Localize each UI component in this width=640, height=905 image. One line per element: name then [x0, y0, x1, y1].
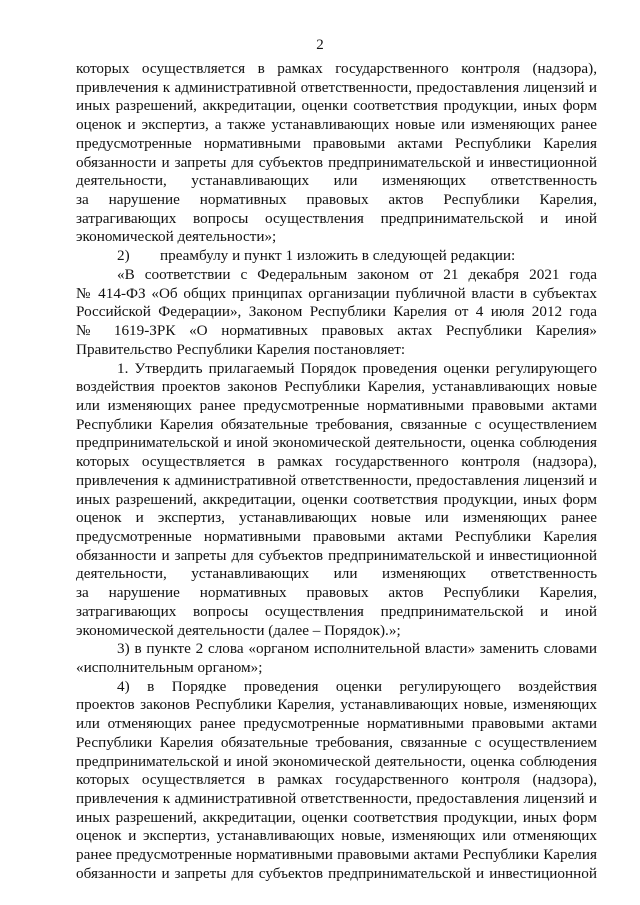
text-line: затрагивающих вопросы осуществления предпринимательской и иной [76, 602, 597, 620]
text-line: «исполнительным органом»; [76, 659, 263, 676]
text-line: деятельности, устанавливающих или изменяющих ответственность [76, 172, 597, 190]
text-line: оценок и экспертиз, устанавливающих новые, изменяющих или отменяющих [76, 827, 597, 845]
text-line: привлечения к административной ответственности, предоставления лицензий и [76, 790, 597, 808]
text-line: Правительство Республики Карелия постановляет: [76, 340, 406, 358]
text-line: предпринимательской и иной экономической деятельности, оценка соблюдения [76, 752, 597, 770]
text-line: предусмотренные нормативными правовыми актами Республики Карелия [76, 527, 597, 545]
text-line: деятельности, устанавливающих или изменяющих ответственность [76, 565, 597, 583]
text-line: 4) в Порядке проведения оценки регулирующего воздействия [117, 677, 597, 695]
text-line: привлечения к административной ответственности, предоставления лицензий и [76, 471, 597, 489]
text-line: № 1619-ЗРК «О нормативных правовых актах Республики Карелия» [76, 322, 597, 340]
text-line: «В соответствии с Федеральным законом от 21 декабря 2021 года [117, 265, 597, 283]
text-line: воздействия проектов законов Республики Карелия, устанавливающих новые [76, 378, 597, 396]
text-line: за нарушение нормативных правовых актов Республики Карелия, [76, 191, 597, 209]
text-line: 3) в пункте 2 слова «органом исполнительной власти» заменить словами [117, 640, 597, 658]
text-line: Республики Карелия обязательные требования, связанные с осуществлением [76, 733, 597, 751]
text-line: обязанности и запреты для субъектов предпринимательской и инвестиционной [76, 546, 597, 564]
text-line: оценок и экспертиз, а также устанавливающих новые или изменяющих ранее [76, 116, 597, 134]
text-line: экономической деятельности (далее – Порядок).»; [76, 621, 401, 639]
text-line: за нарушение нормативных правовых актов Республики Карелия, [76, 584, 597, 602]
text-line: обязанности и запреты для субъектов предпринимательской и инвестиционной [76, 153, 597, 171]
text-line: Республики Карелия обязательные требования, связанные с осуществлением [76, 415, 597, 433]
text-line: которых осуществляется в рамках государственного контроля (надзора), [76, 453, 597, 471]
text-line: экономической деятельности»; [76, 228, 277, 246]
page-number: 2 [316, 37, 324, 53]
text-line: затрагивающих вопросы осуществления предпринимательской и иной [76, 209, 597, 227]
text-line: оценок и экспертиз, устанавливающих новые или изменяющих ранее [76, 509, 597, 527]
text-line: иных разрешений, аккредитации, оценки соответствия продукции, иных форм [76, 97, 597, 115]
text-line: привлечения к административной ответственности, предоставления лицензий и [76, 78, 597, 96]
text-line: обязанности и запреты для субъектов предпринимательской и инвестиционной [76, 864, 597, 882]
text-line: предусмотренные нормативными правовыми актами Республики Карелия [76, 134, 597, 152]
document-body [76, 60, 597, 884]
text-line: 1. Утвердить прилагаемый Порядок проведения оценки регулирующего [117, 359, 597, 377]
text-line: № 414-ФЗ «Об общих принципах организации публичной власти в субъектах [76, 284, 597, 302]
text-line: проектов законов Республики Карелия, устанавливающих новые, изменяющих [76, 696, 597, 714]
text-line: иных разрешений, аккредитации, оценки соответствия продукции, иных форм [76, 490, 597, 508]
text-line: иных разрешений, аккредитации, оценки соответствия продукции, иных форм [76, 808, 597, 826]
text-line: Российской Федерации», Законом Республики Карелия от 4 июля 2012 года [76, 303, 597, 321]
text-line: 2) преамбулу и пункт 1 изложить в следующей редакции: [117, 247, 516, 265]
text-line: предпринимательской и иной экономической деятельности, оценка соблюдения [76, 434, 597, 452]
text-line: которых осуществляется в рамках государственного контроля (надзора), [76, 60, 597, 77]
text-line: ранее предусмотренные нормативными правовыми актами Республики Карелия [76, 846, 597, 864]
text-line: или изменяющих ранее предусмотренные нормативными правовыми актами [76, 396, 597, 414]
text-line: которых осуществляется в рамках государственного контроля (надзора), [76, 771, 597, 789]
text-line: или отменяющих ранее предусмотренные нормативными правовыми актами [76, 715, 597, 733]
